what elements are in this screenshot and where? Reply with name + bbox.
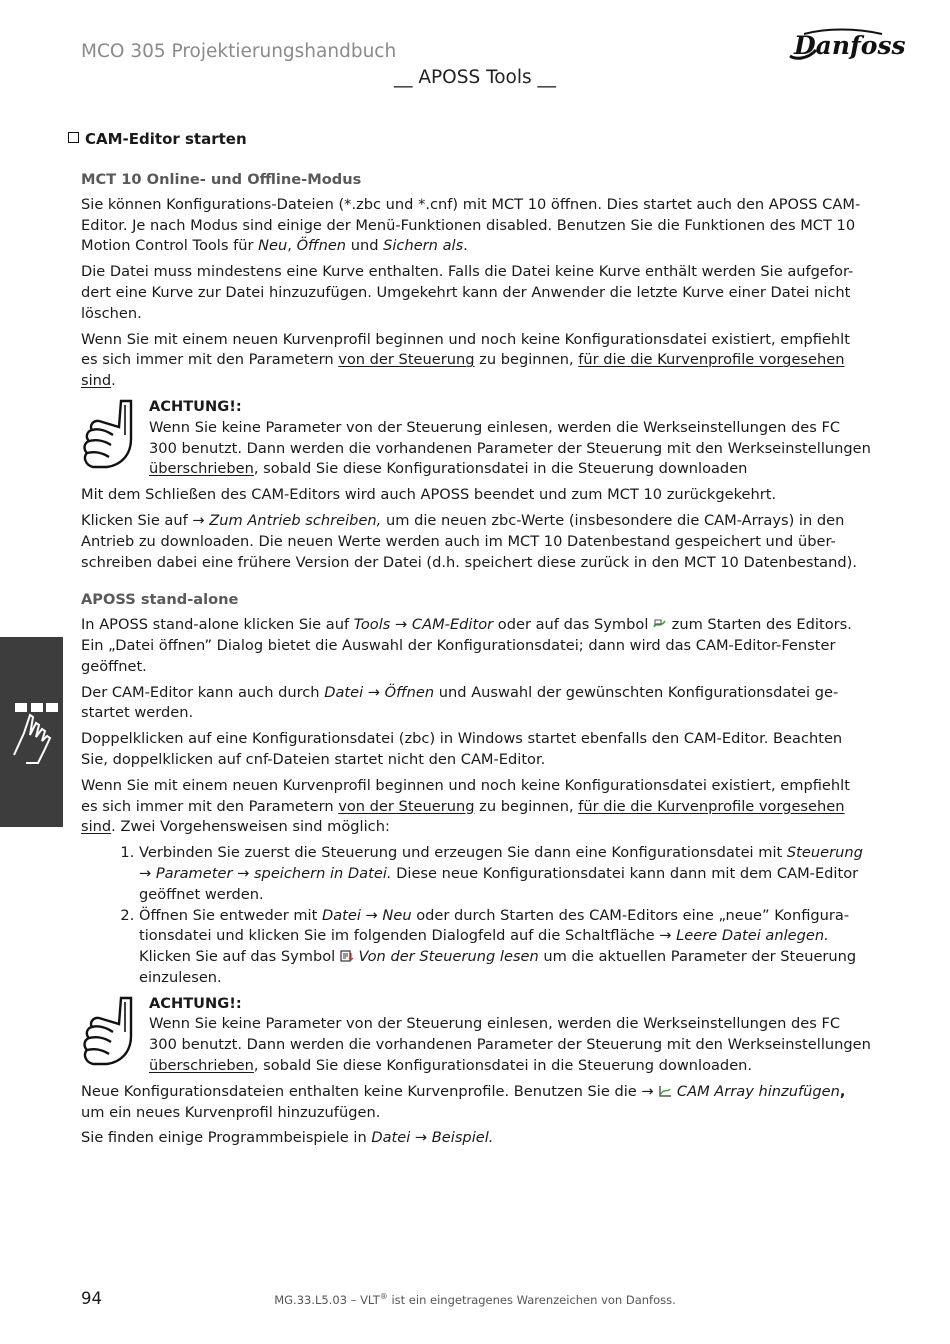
paragraph: Sie finden einige Programmbeispiele in Datei → Beispiel. bbox=[81, 1129, 494, 1147]
page-content bbox=[81, 170, 871, 1154]
procedure-list bbox=[81, 843, 871, 989]
paragraph: Doppelklicken auf eine Konfigurationsdatei (zbc) in Windows startet ebenfalls den CAM-Editor. Beachten Sie, doppelklicken auf cnf-Dateien startet nicht den CAM-Editor. bbox=[81, 730, 843, 768]
chapter-title: __ APOSS Tools __ bbox=[393, 67, 557, 88]
warning-note bbox=[81, 397, 871, 480]
note-title: ACHTUNG!: bbox=[149, 994, 242, 1012]
paragraph: Der CAM-Editor kann auch durch Datei → Öffnen und Auswahl der gewünschten Konfigurationsdatei ge-startet werden. bbox=[81, 683, 839, 722]
warning-note bbox=[81, 994, 871, 1077]
note-hand-icon bbox=[81, 399, 136, 471]
paragraph: Die Datei muss mindestens eine Kurve enthalten. Falls die Datei keine Kurve enthält werden Sie aufgefor-dert eine Kurve zur Datei hinzuzufügen. Umgekehrt kann der Anwender die letzte Kurve einer Datei nicht löschen. bbox=[81, 263, 854, 322]
paragraph: Wenn Sie mit einem neuen Kurvenprofil beginnen und noch keine Konfigurationsdatei existiert, empfiehlt es sich immer mit den Parametern von der Steuerung zu beginnen, für die die Kurvenprofile vorgesehen sind. Zwei Vorgehensweisen sind möglich: bbox=[81, 776, 850, 836]
note-text: Wenn Sie keine Parameter von der Steuerung einlesen, werden die Werkseinstellungen des FC 300 benutzt. Dann werden die vorhandenen Parameter der Steuerung mit den Werkseinstellungen überschrieben, sobald Sie diese Konfigurationsdatei in die Steuerung downloaden. bbox=[149, 1015, 871, 1075]
paragraph: Mit dem Schließen des CAM-Editors wird auch APOSS beendet und zum MCT 10 zurückgekehrt. bbox=[81, 486, 777, 504]
chapter-tab bbox=[0, 637, 63, 827]
square-bullet-icon bbox=[68, 132, 79, 143]
paragraph: Wenn Sie mit einem neuen Kurvenprofil beginnen und noch keine Konfigurationsdatei existiert, empfiehlt es sich immer mit den Parametern von der Steuerung zu beginnen, für die die Kurvenprofile vorgesehen sind. bbox=[81, 330, 850, 390]
chapter-tab-hand-icon bbox=[0, 637, 63, 827]
section-heading: CAM-Editor starten bbox=[68, 130, 247, 148]
subheading-mct10: MCT 10 Online- und Offline-Modus bbox=[81, 171, 362, 188]
list-item: 1. Verbinden Sie zuerst die Steuerung und erzeugen Sie dann eine Konfigurationsdatei mit Steuerung → Parameter → speichern in Datei. Diese neue Konfigurationsdatei kann dann mit dem CAM-Editor geöffnet werden. bbox=[139, 843, 871, 905]
paragraph: In APOSS stand-alone klicken Sie auf Tools → CAM-Editor oder auf das Symbol zum Starten des Editors. Ein „Datei öffnen” Dialog bietet die Auswahl der Konfigurationsdatei; dann wird das CAM-Editor-Fenster geöffnet. bbox=[81, 616, 852, 675]
add-cam-array-icon bbox=[658, 1085, 672, 1097]
svg-text:Danfoss: Danfoss bbox=[794, 31, 906, 60]
danfoss-logo bbox=[786, 26, 906, 64]
footer-text: MG.33.L5.03 – VLT® ist ein eingetragenes Warenzeichen von Danfoss. bbox=[274, 1292, 676, 1307]
subheading-standalone: APOSS stand-alone bbox=[81, 591, 239, 609]
paragraph: Klicken Sie auf → Zum Antrieb schreiben, um die neuen zbc-Werte (insbesondere die CAM-Arrays) in den Antrieb zu downloaden. Die neuen Werte werden auch im MCT 10 Datenbestand gespeichert und über-schreiben dabei eine frühere Version der Datei (d.h. speichert diese zurück in den MCT 10 Datenbestand). bbox=[81, 511, 857, 571]
list-item: 2. Öffnen Sie entweder mit Datei → Neu oder durch Starten des CAM-Editors eine „neue” Konfigura-tionsdatei und klicken Sie im folgenden Dialogfeld auf die Schaltfläche → Leere Datei anlegen. Klicken Sie auf das Symbol Von der Steuerung lesen um die aktuellen Parameter der Steuerung einzulesen. bbox=[139, 906, 871, 989]
note-text: Wenn Sie keine Parameter von der Steuerung einlesen, werden die Werkseinstellungen des FC 300 benutzt. Dann werden die vorhandenen Parameter der Steuerung mit den Werkseinstellungen überschrieben, sobald Sie diese Konfigurationsdatei in die Steuerung downloaden bbox=[149, 418, 871, 478]
document-title: MCO 305 Projektierungshandbuch bbox=[81, 41, 397, 62]
paragraph: Sie können Konfigurations-Dateien (*.zbc und *.cnf) mit MCT 10 öffnen. Dies startet auch den APOSS CAM-Editor. Je nach Modus sind einige der Menü-Funktionen disabled. Benutzen Sie die Funktionen des MCT 10 Motion Control Tools für Neu, Öffnen und Sichern als. bbox=[81, 195, 861, 255]
page-number: 94 bbox=[81, 1289, 102, 1308]
read-from-controller-icon bbox=[340, 950, 354, 962]
cam-editor-icon bbox=[653, 618, 667, 630]
paragraph: Neue Konfigurationsdateien enthalten keine Kurvenprofile. Benutzen Sie die → CAM Array hinzufügen, um ein neues Kurvenprofil hinzuzufügen. bbox=[81, 1082, 846, 1121]
note-title: ACHTUNG!: bbox=[149, 397, 242, 415]
note-hand-icon bbox=[81, 996, 136, 1068]
